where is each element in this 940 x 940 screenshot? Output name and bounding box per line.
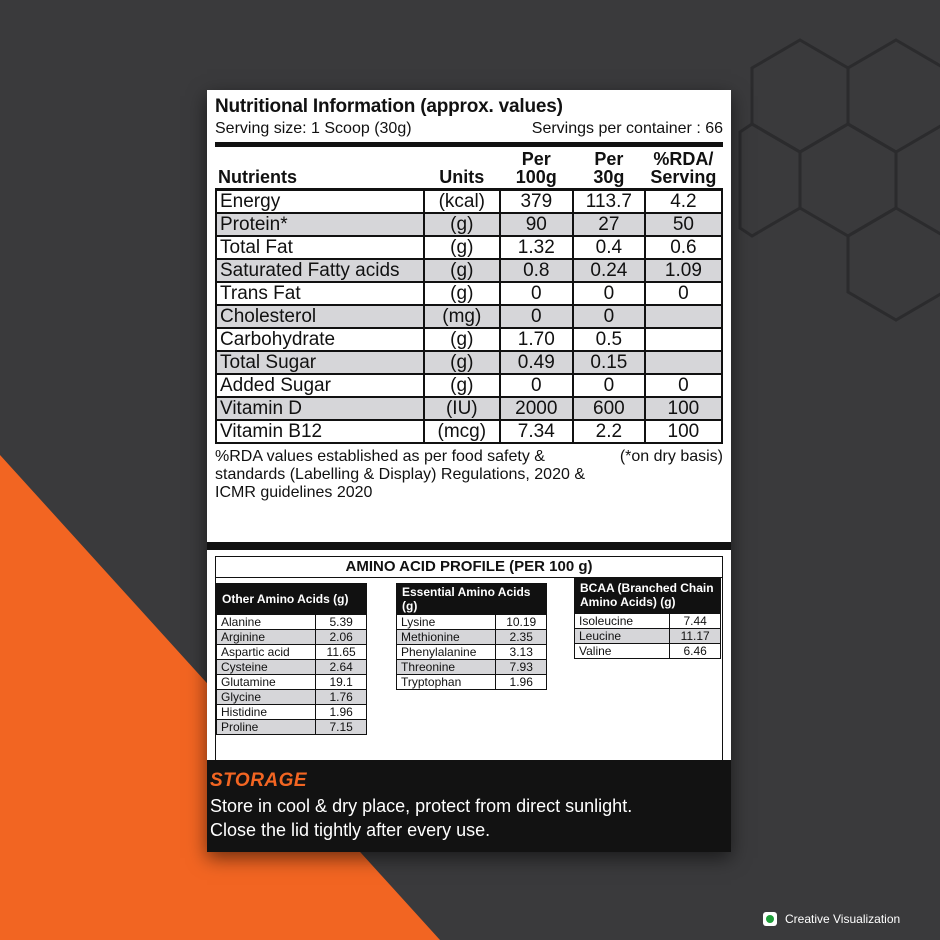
amino-row — [397, 630, 547, 645]
nutrient-per100: 0 — [500, 374, 573, 397]
amino-value: 7.44 — [670, 614, 721, 629]
nutrient-name: Energy — [216, 190, 424, 214]
nutrient-per30: 27 — [573, 213, 645, 236]
nutrient-per30: 0.4 — [573, 236, 645, 259]
amino-row — [575, 614, 721, 629]
amino-row — [575, 629, 721, 644]
amino-row — [217, 720, 367, 735]
nutrient-row — [216, 397, 722, 420]
amino-name: Glycine — [217, 690, 316, 705]
nutrient-per100: 90 — [500, 213, 573, 236]
bcaa-table — [574, 613, 721, 659]
storage-line-1: Store in cool & dry place, protect from direct sunlight. — [210, 796, 633, 816]
nutrient-name: Saturated Fatty acids — [216, 259, 424, 282]
nutrient-name: Vitamin D — [216, 397, 424, 420]
header-nutrients: Nutrients — [218, 167, 298, 187]
amino-value: 1.96 — [316, 705, 367, 720]
nutrition-title: Nutritional Information (approx. values) — [215, 96, 563, 117]
essential-amino-table — [396, 614, 547, 690]
nutrient-per30: 0.5 — [573, 328, 645, 351]
nutrient-row — [216, 328, 722, 351]
amino-name: Phenylalanine — [397, 645, 496, 660]
nutrient-name: Added Sugar — [216, 374, 424, 397]
storage-text — [210, 794, 632, 842]
rda-footnote — [215, 448, 723, 502]
nutrient-per30: 0.24 — [573, 259, 645, 282]
nutrient-name: Total Sugar — [216, 351, 424, 374]
rda-note: %RDA values established as per food safety & standards (Labelling & Display) Regulations, 2020 & ICMR guidelines 2020 — [215, 448, 585, 501]
nutrient-unit: (g) — [424, 259, 500, 282]
header-rda: %RDA/ Serving — [650, 149, 717, 187]
nutrient-rda — [645, 328, 722, 351]
amino-value: 6.46 — [670, 644, 721, 659]
amino-name: Alanine — [217, 615, 316, 630]
nutrient-name: Vitamin B12 — [216, 420, 424, 443]
nutrient-unit: (IU) — [424, 397, 500, 420]
amino-name: Lysine — [397, 615, 496, 630]
amino-value: 19.1 — [316, 675, 367, 690]
amino-acid-profile — [215, 556, 723, 784]
nutrition-table — [215, 147, 723, 444]
amino-row — [217, 660, 367, 675]
other-amino-header: Other Amino Acids (g) — [216, 583, 367, 614]
nutrient-row — [216, 305, 722, 328]
amino-value: 2.35 — [496, 630, 547, 645]
nutrient-row — [216, 190, 722, 214]
serving-size: Serving size: 1 Scoop (30g) — [215, 120, 412, 137]
nutrient-name: Total Fat — [216, 236, 424, 259]
nutrient-row — [216, 236, 722, 259]
veg-mark-icon — [763, 912, 777, 926]
amino-name: Cysteine — [217, 660, 316, 675]
amino-name: Isoleucine — [575, 614, 670, 629]
nutrient-row — [216, 374, 722, 397]
amino-value: 7.93 — [496, 660, 547, 675]
nutrient-rda: 1.09 — [645, 259, 722, 282]
amino-value: 3.13 — [496, 645, 547, 660]
amino-name: Histidine — [217, 705, 316, 720]
storage-section — [207, 760, 731, 852]
header-per30: Per 30g — [593, 149, 625, 187]
amino-value: 5.39 — [316, 615, 367, 630]
nutrient-unit: (g) — [424, 328, 500, 351]
amino-value: 10.19 — [496, 615, 547, 630]
nutrient-unit: (mg) — [424, 305, 500, 328]
nutrient-unit: (g) — [424, 213, 500, 236]
nutrient-unit: (mcg) — [424, 420, 500, 443]
nutrient-row — [216, 420, 722, 443]
amino-value: 1.76 — [316, 690, 367, 705]
creative-visualization-badge — [763, 912, 900, 926]
nutrient-unit: (g) — [424, 282, 500, 305]
nutrient-unit: (g) — [424, 236, 500, 259]
header-per100: Per 100g — [515, 149, 557, 187]
dry-basis-note: (*on dry basis) — [619, 448, 723, 465]
other-amino-table — [216, 614, 367, 735]
amino-name: Aspartic acid — [217, 645, 316, 660]
amino-row — [217, 705, 367, 720]
nutrient-rda: 0.6 — [645, 236, 722, 259]
nutrient-unit: (kcal) — [424, 190, 500, 214]
essential-amino-acids — [396, 583, 547, 690]
nutrition-table-header — [216, 147, 722, 190]
nutrient-rda — [645, 305, 722, 328]
other-amino-acids — [216, 583, 367, 735]
amino-row — [217, 615, 367, 630]
nutrient-per30: 2.2 — [573, 420, 645, 443]
amino-name: Leucine — [575, 629, 670, 644]
nutrient-per100: 1.70 — [500, 328, 573, 351]
amino-row — [217, 675, 367, 690]
nutrition-facts — [215, 96, 723, 502]
amino-title: AMINO ACID PROFILE (PER 100 g) — [216, 557, 722, 578]
storage-line-2: Close the lid tightly after every use. — [210, 820, 491, 840]
amino-row — [217, 690, 367, 705]
bcaa-header: BCAA (Branched Chain Amino Acids) (g) — [574, 577, 721, 613]
nutrition-label-card — [207, 90, 731, 852]
nutrient-per100: 7.34 — [500, 420, 573, 443]
nutrient-name: Cholesterol — [216, 305, 424, 328]
amino-value: 11.65 — [316, 645, 367, 660]
amino-name: Methionine — [397, 630, 496, 645]
badge-text: Creative Visualization — [785, 912, 901, 926]
nutrient-per100: 379 — [500, 190, 573, 214]
nutrient-unit: (g) — [424, 374, 500, 397]
nutrient-per100: 2000 — [500, 397, 573, 420]
nutrient-name: Protein* — [216, 213, 424, 236]
nutrient-unit: (g) — [424, 351, 500, 374]
amino-name: Proline — [217, 720, 316, 735]
amino-value: 1.96 — [496, 675, 547, 690]
nutrient-per30: 113.7 — [573, 190, 645, 214]
nutrient-row — [216, 213, 722, 236]
amino-value: 2.64 — [316, 660, 367, 675]
nutrient-per100: 0 — [500, 305, 573, 328]
nutrient-per100: 0.49 — [500, 351, 573, 374]
amino-row — [217, 645, 367, 660]
essential-amino-header: Essential Amino Acids (g) — [396, 583, 547, 614]
amino-row — [397, 660, 547, 675]
nutrient-per100: 1.32 — [500, 236, 573, 259]
nutrient-per30: 0 — [573, 305, 645, 328]
nutrient-per100: 0.8 — [500, 259, 573, 282]
storage-title: STORAGE — [210, 770, 308, 791]
amino-row — [397, 615, 547, 630]
bcaa-amino-acids — [574, 577, 721, 659]
nutrient-row — [216, 351, 722, 374]
nutrient-name: Carbohydrate — [216, 328, 424, 351]
servings-per-container: Servings per container : 66 — [531, 120, 723, 137]
nutrient-rda: 100 — [645, 397, 722, 420]
amino-row — [397, 675, 547, 690]
amino-row — [575, 644, 721, 659]
amino-name: Valine — [575, 644, 670, 659]
amino-row — [217, 630, 367, 645]
amino-name: Threonine — [397, 660, 496, 675]
amino-name: Glutamine — [217, 675, 316, 690]
nutrient-rda: 0 — [645, 374, 722, 397]
amino-value: 7.15 — [316, 720, 367, 735]
nutrient-rda: 100 — [645, 420, 722, 443]
nutrient-row — [216, 259, 722, 282]
serving-info — [215, 119, 723, 147]
nutrient-per30: 0.15 — [573, 351, 645, 374]
amino-value: 11.17 — [670, 629, 721, 644]
nutrient-per30: 600 — [573, 397, 645, 420]
nutrient-per30: 0 — [573, 282, 645, 305]
nutrient-rda — [645, 351, 722, 374]
nutrient-rda: 50 — [645, 213, 722, 236]
nutrient-per100: 0 — [500, 282, 573, 305]
nutrient-name: Trans Fat — [216, 282, 424, 305]
amino-row — [397, 645, 547, 660]
nutrient-row — [216, 282, 722, 305]
section-divider — [207, 542, 731, 550]
nutrient-rda: 0 — [645, 282, 722, 305]
nutrient-rda: 4.2 — [645, 190, 722, 214]
amino-name: Tryptophan — [397, 675, 496, 690]
nutrient-per30: 0 — [573, 374, 645, 397]
amino-value: 2.06 — [316, 630, 367, 645]
amino-name: Arginine — [217, 630, 316, 645]
header-units: Units — [439, 167, 485, 187]
